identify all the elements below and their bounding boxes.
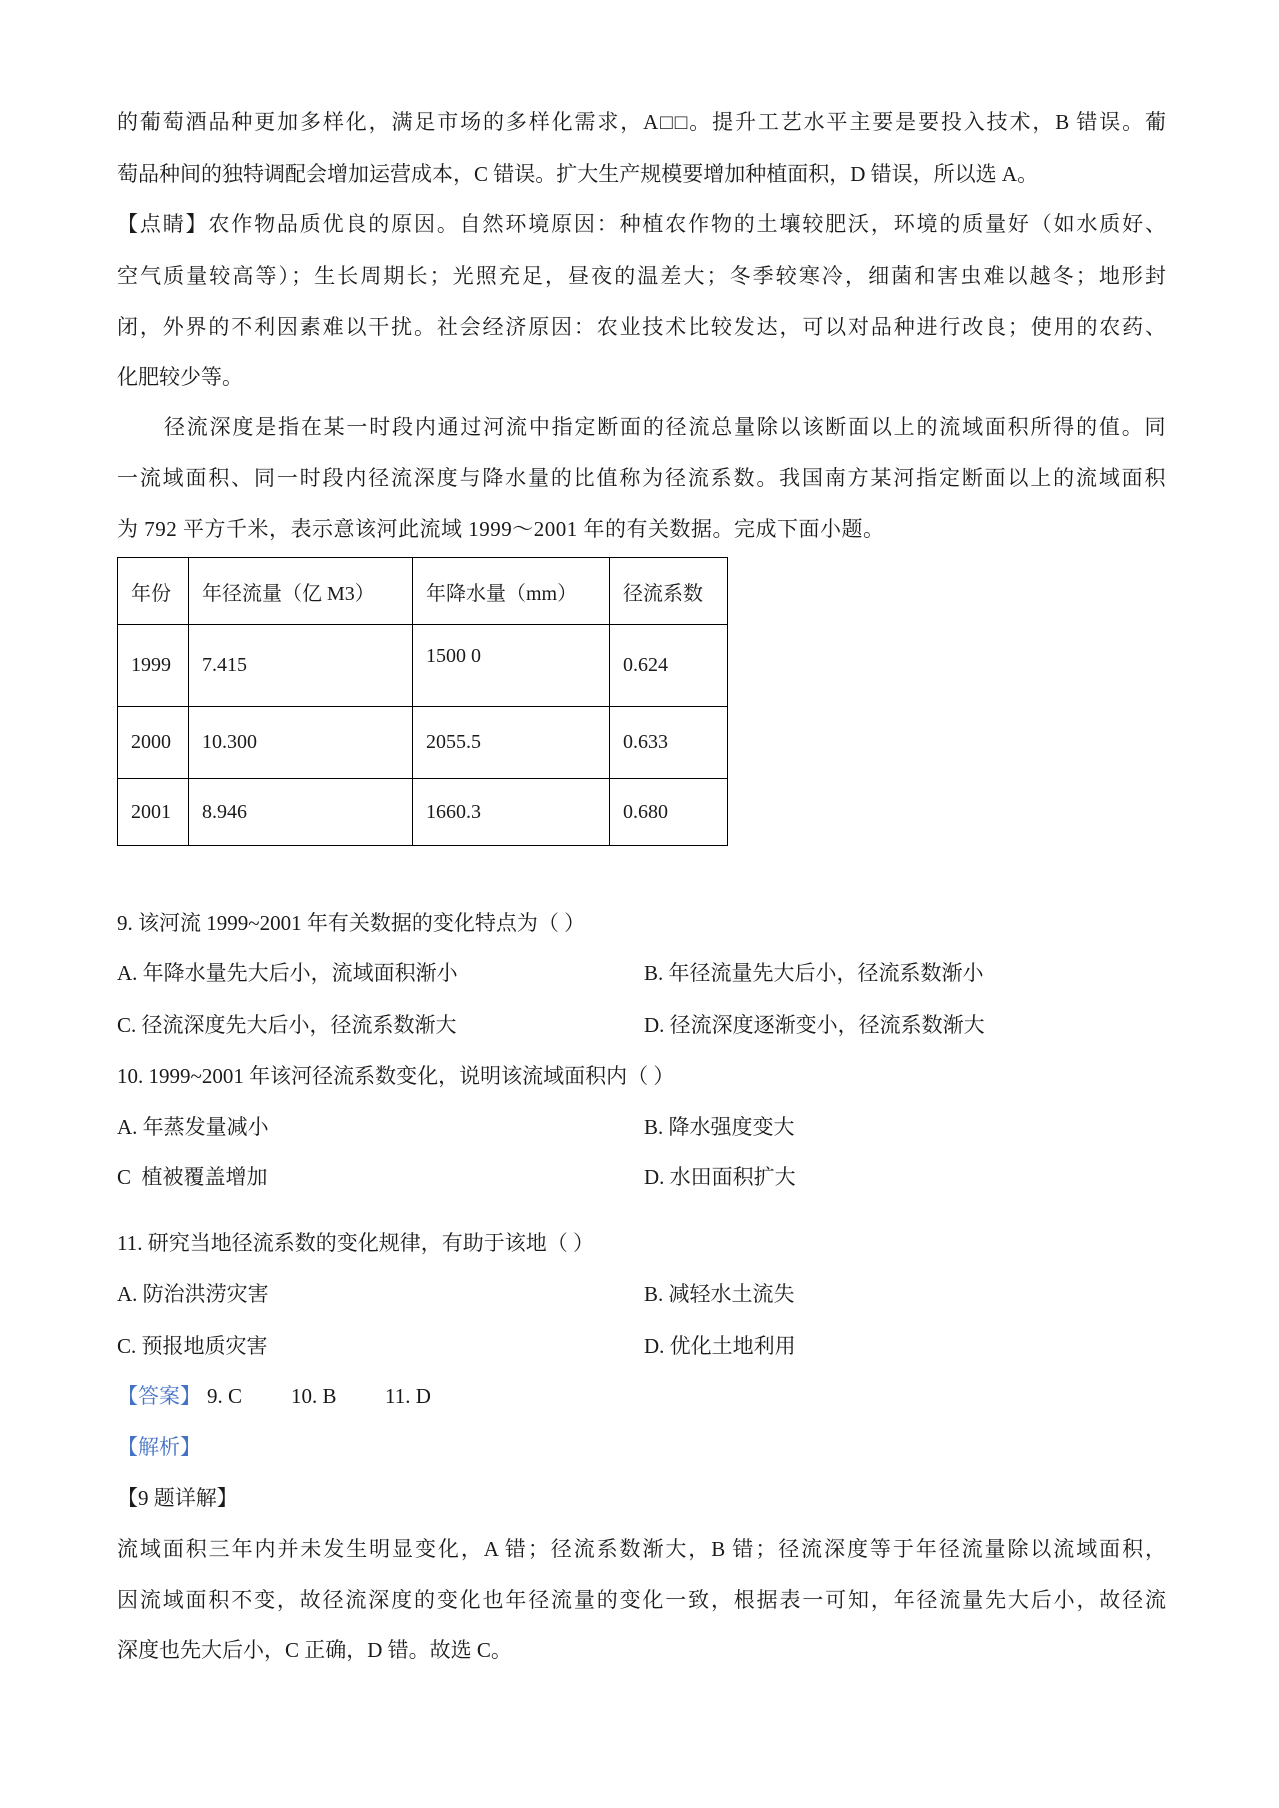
table-cell: 2000 (118, 707, 189, 779)
table-header-precipitation: 年降水量（mm） (413, 558, 610, 625)
answer-line (117, 1381, 1166, 1411)
table-row (118, 625, 728, 707)
question-9-option-c: C. 径流深度先大后小，径流系数渐大 (117, 1013, 457, 1037)
answer-item: 11. D (385, 1384, 431, 1408)
question-10-option-b: B. 降水强度变大 (644, 1115, 795, 1139)
question-stem-11: 11. 研究当地径流系数的变化规律，有助于该地（ ） (117, 1231, 594, 1255)
dianjing-line: 空气质量较高等）；生长周期长；光照充足，昼夜的温差大；冬季较寒冷，细菌和害虫难以越冬；地形封 (117, 264, 1166, 288)
prev-answer-line: 的葡萄酒品种更加多样化，满足市场的多样化需求，A□□。提升工艺水平主要是要投入技术，B 错误。葡 (117, 110, 1166, 134)
table-cell: 8.946 (189, 779, 413, 846)
table-cell: 0.680 (610, 779, 728, 846)
intro-line: 径流深度是指在某一时段内通过河流中指定断面的径流总量除以该断面以上的流域面积所得的值。同 (164, 415, 1166, 439)
answer-label: 【答案】 (117, 1384, 201, 1408)
table-cell: 1660.3 (413, 779, 610, 846)
question-9-option-d: D. 径流深度逐渐变小，径流系数渐大 (644, 1013, 985, 1037)
question-10-option-c: C 植被覆盖增加 (117, 1165, 268, 1189)
question-9-option-a: A. 年降水量先大后小，流域面积渐小 (117, 961, 458, 985)
answer-item: 10. B (291, 1384, 337, 1408)
prev-answer-line: 萄品种间的独特调配会增加运营成本，C 错误。扩大生产规模要增加种植面积，D 错误，所以选 A。 (117, 162, 1039, 186)
detail-line: 流域面积三年内并未发生明显变化，A 错；径流系数渐大，B 错；径流深度等于年径流量除以流域面积， (117, 1537, 1166, 1561)
detail-title: 【9 题详解】 (117, 1486, 238, 1510)
table-cell: 10.300 (189, 707, 413, 779)
table-header-row (118, 558, 728, 625)
question-11-option-b: B. 减轻水土流失 (644, 1282, 795, 1306)
question-stem-9: 9. 该河流 1999~2001 年有关数据的变化特点为（ ） (117, 911, 586, 935)
detail-line: 因流域面积不变，故径流深度的变化也年径流量的变化一致，根据表一可知，年径流量先大后小，故径流 (117, 1588, 1166, 1612)
intro-line: 一流域面积、同一时段内径流深度与降水量的比值称为径流系数。我国南方某河指定断面以上的流域面积 (117, 466, 1166, 490)
dianjing-line: 化肥较少等。 (117, 365, 243, 389)
question-9-option-b: B. 年径流量先大后小，径流系数渐小 (644, 961, 984, 985)
table-cell: 1500 0 (413, 625, 610, 707)
table-header-runoff: 年径流量（亿 M3） (189, 558, 413, 625)
question-11-option-d: D. 优化土地利用 (644, 1334, 796, 1358)
table-row (118, 707, 728, 779)
dianjing-line: 闭，外界的不利因素难以干扰。社会经济原因：农业技术比较发达，可以对品种进行改良；使用的农药、 (117, 315, 1166, 339)
intro-line: 为 792 平方千米，表示意该河此流域 1999～2001 年的有关数据。完成下面小题。 (117, 517, 885, 541)
table-row (118, 779, 728, 846)
table-cell: 1999 (118, 625, 189, 707)
table-cell: 2055.5 (413, 707, 610, 779)
answer-item: 9. C (207, 1384, 243, 1408)
table-cell: 2001 (118, 779, 189, 846)
table-cell: 7.415 (189, 625, 413, 707)
detail-line: 深度也先大后小，C 正确，D 错。故选 C。 (117, 1638, 512, 1662)
question-11-option-c: C. 预报地质灾害 (117, 1334, 268, 1358)
runoff-data-table (117, 557, 728, 846)
question-10-option-d: D. 水田面积扩大 (644, 1165, 796, 1189)
table-header-coefficient: 径流系数 (610, 558, 728, 625)
question-10-option-a: A. 年蒸发量减小 (117, 1115, 269, 1139)
question-11-option-a: A. 防治洪涝灾害 (117, 1282, 269, 1306)
analysis-label: 【解析】 (117, 1435, 201, 1459)
table-header-year: 年份 (118, 558, 189, 625)
table-cell: 0.624 (610, 625, 728, 707)
question-stem-10: 10. 1999~2001 年该河径流系数变化，说明该流域面积内（ ） (117, 1064, 675, 1088)
table-cell: 0.633 (610, 707, 728, 779)
dianjing-line: 【点睛】农作物品质优良的原因。自然环境原因：种植农作物的土壤较肥沃，环境的质量好（如水质好、 (117, 212, 1166, 236)
